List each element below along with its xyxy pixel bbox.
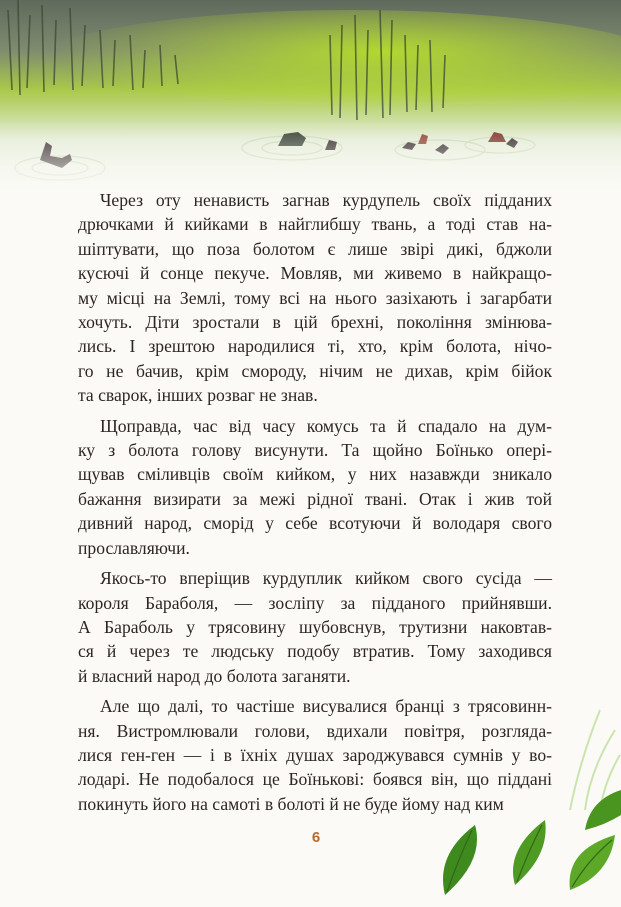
text-line: лися ген-ген — і в їхніх душах зароджувався сумнів у во- xyxy=(78,744,552,765)
text-line: дрючками й кийками в найглибшу твань, а тоді став на- xyxy=(78,214,552,235)
text-line: Якось-то вперіщив курдуплик кийком свого сусіда — xyxy=(100,568,552,589)
text-line: покинуть його на самоті в болоті й не буде йому над ким xyxy=(78,793,504,814)
text-line: щував сміливців своїм кийком, у них назавжди зникало xyxy=(78,464,552,485)
text-line: шіптувати, що поза болотом є лише звірі дикі, бджоли xyxy=(78,238,552,259)
text-line: та сварок, інших розваг не знав. xyxy=(78,385,318,406)
text-line: го не бачив, крім смороду, нічим не дихав, крім бійок xyxy=(78,360,552,381)
text-line: А Бараболь у трясовину шубовснув, трутизни наковтав- xyxy=(78,616,552,637)
text-line: ня. Вистромлювали голови, вдихали повітря, розгляда- xyxy=(78,720,552,741)
text-line: лись. І зрештою народилися ті, хто, крім болота, нічо- xyxy=(78,336,552,357)
text-line: дивний народ, сморід у себе всотуючи й володаря свого xyxy=(78,513,552,534)
text-line: прославляючи. xyxy=(78,537,190,558)
text-line: й власний народ до болота заганяти. xyxy=(78,665,351,686)
paragraph xyxy=(78,414,552,560)
text-line: Через оту ненависть загнав курдупель своїх підданих xyxy=(100,190,552,210)
text-line: бажання визирати за межі рідної твані. Отак і жив той xyxy=(78,488,552,509)
text-line: лодарі. Не подобалося це Боїнькові: боявся він, що піддані xyxy=(78,769,552,790)
paragraph xyxy=(78,566,552,688)
leaves-decoration xyxy=(420,780,621,907)
paragraph xyxy=(78,188,552,408)
page-number: 6 xyxy=(311,829,321,846)
text-line: кусючі й сонце пекуче. Мовляв, ми живемо в найкращо- xyxy=(78,263,552,284)
text-line: Але що далі, то частіше висувалися бранці з трясовинн- xyxy=(100,696,552,717)
text-line: ку з болота голову висунути. Та щойно Боїнько опері- xyxy=(78,440,552,461)
text-line: му місці на Землі, тому всі на нього зазіхають і загарбати xyxy=(78,287,552,308)
text-line: хочуть. Діти зростали в цій брехні, покоління змінюва- xyxy=(78,312,552,333)
body-text xyxy=(78,188,552,822)
text-line: Щоправда, час від часу комусь та й спадало на дум- xyxy=(100,415,552,436)
swamp-illustration xyxy=(0,0,621,200)
text-line: ся й через те людську подобу втратив. Тому заходився xyxy=(78,641,552,662)
text-line: короля Бараболя, — зосліпу за підданого прийнявши. xyxy=(78,592,552,613)
